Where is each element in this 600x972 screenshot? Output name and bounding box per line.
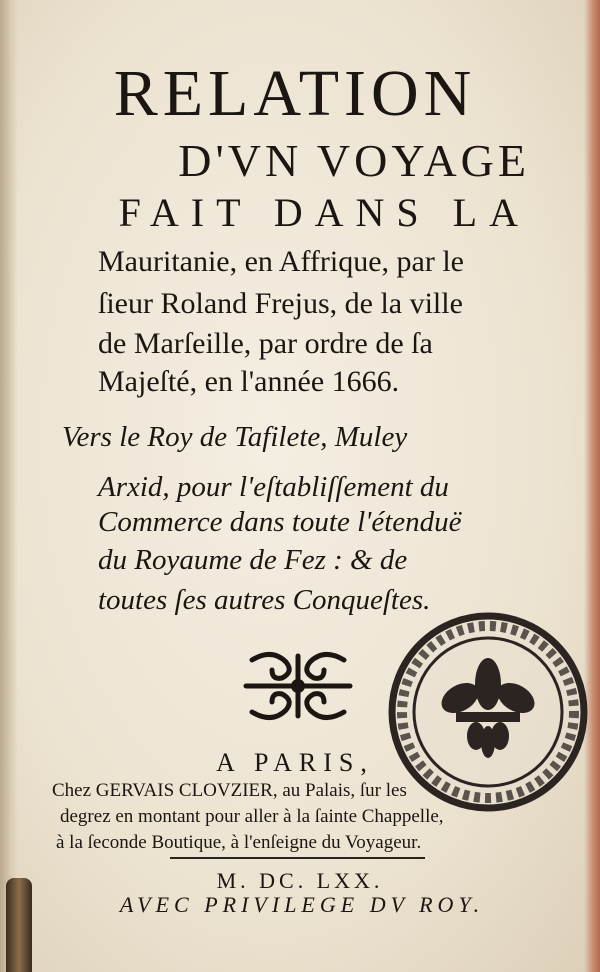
imprint-line: degrez en montant pour aller à la ſainte Chappelle, [60, 806, 444, 827]
subtitle-line: du Royaume de Fez : & de [98, 544, 408, 576]
fleuron-ornament-icon [242, 646, 354, 726]
privilege-line: AVEC PRIVILEGE DV ROY. [119, 892, 485, 917]
subtitle-line: Vers le Roy de Tafilete, Muley [62, 421, 408, 453]
title-body-line: Mauritanie, en Affrique, par le [98, 245, 464, 278]
title-line-1: RELATION [113, 57, 477, 130]
imprint-date: M. DC. LXX. [216, 868, 384, 893]
title-body-line: ſieur Roland Frejus, de la ville [98, 287, 463, 320]
divider-rule [170, 857, 425, 859]
imprint-city: A PARIS, [216, 748, 374, 777]
subtitle-line: toutes ſes autres Conqueſtes. [98, 584, 431, 616]
title-body-line: de Marſeille, par ordre de ſa [98, 327, 433, 360]
binding-clip [6, 878, 32, 972]
imprint-line: Chez GERVAIS CLOVZIER, au Palais, ſur les [52, 780, 407, 801]
library-stamp-icon [388, 612, 588, 812]
subtitle-line: Arxid, pour l'eſtabliſſement du [98, 471, 449, 503]
title-line-2: D'VN VOYAGE [178, 135, 530, 186]
subtitle-line: Commerce dans toute l'étenduë [98, 506, 462, 538]
title-line-3: FAIT DANS LA [118, 190, 530, 235]
title-body-line: Majeſté, en l'année 1666. [98, 365, 400, 398]
page-edge-right [584, 0, 600, 972]
page-edge-left [0, 0, 18, 972]
imprint-line: à la ſeconde Boutique, à l'enſeigne du Voyageur. [56, 832, 422, 853]
